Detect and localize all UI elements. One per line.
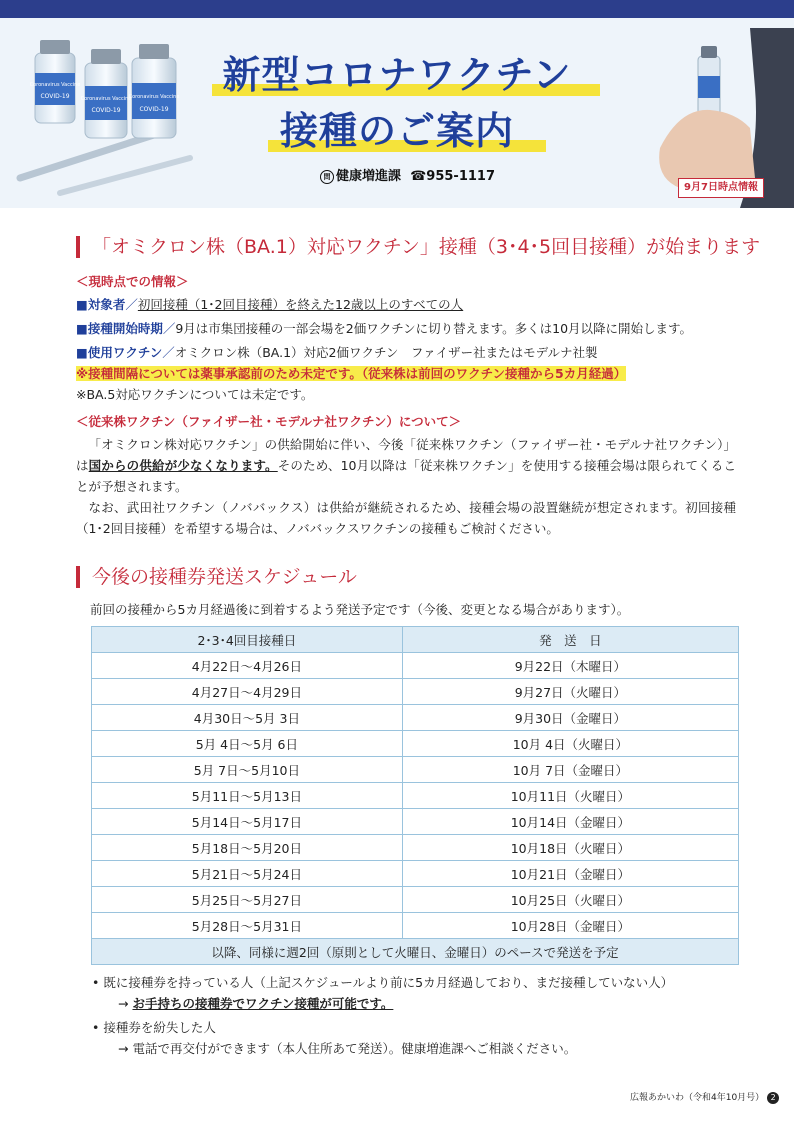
send-date-cell: 9月30日（金曜日）: [402, 705, 738, 731]
phone-icon: ☎: [410, 169, 427, 184]
table-row: [92, 835, 739, 861]
date-badge: 9月7日時点情報: [678, 178, 764, 198]
note-lost-ticket: • 接種券を紛失した人: [92, 1020, 216, 1035]
section-1-subheading: ＜現時点での情報＞: [76, 274, 189, 289]
vial-1-label: Coronavirus Vaccine: [29, 82, 81, 88]
page-title-line-1: 新型コロナワクチン: [222, 53, 572, 97]
inquiry-icon: 問: [320, 170, 334, 184]
column-header-dose-date: 2･3･4回目接種日: [92, 627, 403, 653]
dose-date-cell: 5月28日～5月31日: [92, 913, 403, 939]
paragraph-1: 「オミクロン株対応ワクチン」の供給開始に伴い、今後「従来株ワクチン（ファイザー社・モデルナ社ワクチン）」は国からの供給が少なくなります。そのため、10月以降は「従来株ワクチン」を使用する接種会場は限られてくることが予想されます。: [76, 437, 736, 494]
table-footer-note: 以降、同様に週2回（原則として火曜日、金曜日）のペースで発送を予定: [92, 939, 739, 965]
send-date-cell: 10月 4日（火曜日）: [402, 731, 738, 757]
phone-number: 955-1117: [426, 169, 495, 184]
send-date-cell: 10月21日（金曜日）: [402, 861, 738, 887]
schedule-intro: 前回の接種から5カ月経過後に到着するよう発送予定です（今後、変更となる場合があります）。: [90, 602, 630, 617]
info-text: 初回接種（1･2回目接種）を終えた12歳以上のすべての人: [137, 297, 464, 312]
note-has-ticket: • 既に接種券を持っている人（上記スケジュールより前に5カ月経過しており、まだ接種していない人）: [92, 975, 674, 990]
vial-3-code: COVID-19: [139, 106, 169, 113]
table-row: [92, 913, 739, 939]
info-item-start: ■接種開始時期／9月は市集団接種の一部会場を2価ワクチンに切り替えます。多くは10月以降に開始します。: [76, 321, 693, 336]
dose-date-cell: 5月11日～5月13日: [92, 783, 403, 809]
column-header-send-date: 発 送 日: [402, 627, 738, 653]
send-date-cell: 10月 7日（金曜日）: [402, 757, 738, 783]
page-title-line-2: 接種のご案内: [279, 109, 514, 153]
section-1-subheading-2: ＜従来株ワクチン（ファイザー社・モデルナ社ワクチン）について＞: [76, 414, 462, 429]
table-header-row: [92, 627, 739, 653]
note-lost-ticket-action: → 電話で再交付ができます（本人住所あて発送）。健康増進課へご相談ください。: [118, 1041, 577, 1056]
section-2-heading: 今後の接種券発送スケジュール: [76, 566, 357, 588]
table-row: [92, 809, 739, 835]
table-row: [92, 705, 739, 731]
page-number: 2: [767, 1092, 779, 1104]
section-1-heading: 「オミクロン株（BA.1）対応ワクチン」接種（3･4･5回目接種）が始まります: [76, 236, 760, 258]
table-row: [92, 783, 739, 809]
schedule-table: [91, 626, 739, 965]
table-footer-row: [92, 939, 739, 965]
ba5-note: ※BA.5対応ワクチンについては未定です。: [76, 387, 314, 402]
interval-note: ※接種間隔については薬事承認前のため未定です。（従来株は前回のワクチン接種から5カ月経過）: [76, 366, 627, 381]
table-row: [92, 757, 739, 783]
dose-date-cell: 4月22日～4月26日: [92, 653, 403, 679]
send-date-cell: 10月28日（金曜日）: [402, 913, 738, 939]
dose-date-cell: 5月25日～5月27日: [92, 887, 403, 913]
table-row: [92, 861, 739, 887]
send-date-cell: 9月27日（火曜日）: [402, 679, 738, 705]
info-label: 対象者: [87, 297, 126, 312]
dose-date-cell: 4月30日～5月 3日: [92, 705, 403, 731]
vial-1-code: COVID-19: [40, 93, 70, 100]
publication-name: 広報あかいわ（令和4年10月号）: [630, 1093, 765, 1103]
table-row: [92, 653, 739, 679]
note-has-ticket-action: → お手持ちの接種券でワクチン接種が可能です。: [118, 996, 394, 1011]
send-date-cell: 10月14日（金曜日）: [402, 809, 738, 835]
table-row: [92, 731, 739, 757]
dose-date-cell: 4月27日～4月29日: [92, 679, 403, 705]
vial-2-label: Coronavirus Vaccine: [80, 96, 132, 102]
info-label: 接種開始時期: [87, 321, 163, 336]
dose-date-cell: 5月21日～5月24日: [92, 861, 403, 887]
header-banner: [0, 18, 794, 208]
table-row: [92, 679, 739, 705]
dose-date-cell: 5月 7日～5月10日: [92, 757, 403, 783]
dose-date-cell: 5月14日～5月17日: [92, 809, 403, 835]
top-bar: [0, 0, 794, 18]
dose-date-cell: 5月18日～5月20日: [92, 835, 403, 861]
department-name: 健康増進課: [336, 169, 402, 184]
contact-info: [320, 165, 495, 184]
paragraph-2: なお、武田社ワクチン（ノババックス）は供給が継続されるため、接種会場の設置継続が想定されます。初回接種（1･2回目接種）を希望する場合は、ノババックスワクチンの接種もご検討ください。: [76, 500, 736, 536]
send-date-cell: 10月11日（火曜日）: [402, 783, 738, 809]
send-date-cell: 10月18日（火曜日）: [402, 835, 738, 861]
send-date-cell: 10月25日（火曜日）: [402, 887, 738, 913]
vial-3-label: Coronavirus Vaccine: [128, 94, 180, 100]
vial-2-code: COVID-19: [91, 107, 121, 114]
table-row: [92, 887, 739, 913]
page-footer: [630, 1090, 779, 1104]
info-item-target: ■対象者／初回接種（1･2回目接種）を終えた12歳以上のすべての人: [76, 297, 464, 312]
send-date-cell: 9月22日（木曜日）: [402, 653, 738, 679]
info-text: 9月は市集団接種の一部会場を2価ワクチンに切り替えます。多くは10月以降に開始します。: [175, 321, 693, 336]
dose-date-cell: 5月 4日～5月 6日: [92, 731, 403, 757]
info-label: 使用ワクチン: [87, 345, 163, 360]
info-text: オミクロン株（BA.1）対応2価ワクチン ファイザー社またはモデルナ社製: [174, 345, 598, 360]
info-item-vaccine: ■使用ワクチン／オミクロン株（BA.1）対応2価ワクチン ファイザー社またはモデルナ社製: [76, 345, 598, 360]
